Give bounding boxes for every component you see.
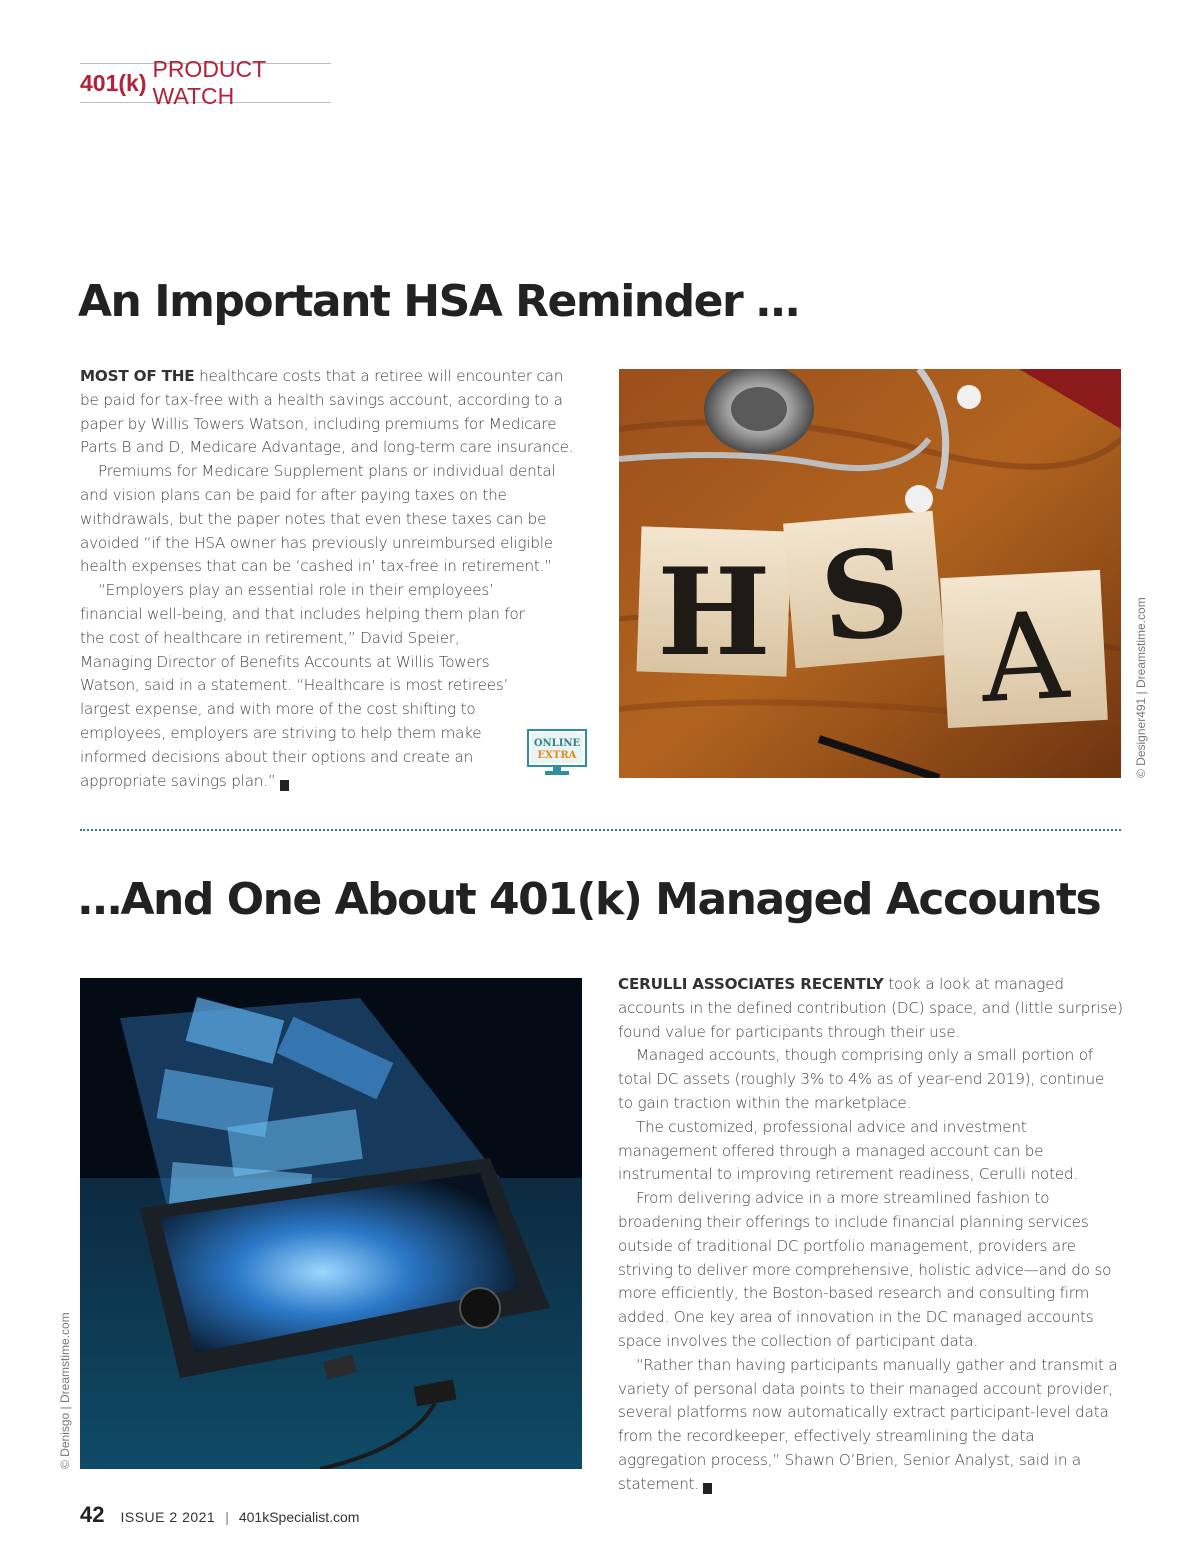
online-extra-icon[interactable] xyxy=(527,729,587,777)
issue-label: ISSUE 2 2021 xyxy=(120,1509,216,1525)
article-2-paragraph-2: Managed accounts, though comprising only a small portion of total DC assets (roughly 3% to 4% as of year-end 2019), continue to gain traction within the marketplace. xyxy=(618,1046,1105,1112)
end-mark-icon: K xyxy=(280,780,289,791)
photo-credit-phone: © Denisgo | Dreamstime.com xyxy=(58,1312,72,1469)
photo-credit-hsa: © Designer491 | Dreamstime.com xyxy=(1134,597,1148,778)
section-header-bold: 401(k) xyxy=(80,69,147,96)
online-extra-line1: ONLINE xyxy=(533,738,581,749)
article-2-paragraph-1: CERULLI ASSOCIATES RECENTLY took a look at managed accounts in the defined contribution (DC) space, and (little surprise) found value for participants through their use. xyxy=(618,975,1123,1041)
article-2-paragraph-3: The customized, professional advice and investment management offered through a managed account can be instrumental to improving retirement readiness, Cerulli noted. xyxy=(618,1117,1079,1184)
photo-letter-a: A xyxy=(977,586,1072,731)
article-2-body xyxy=(618,973,1123,1497)
article-1-lead: MOST OF THE xyxy=(80,367,195,385)
article-1-paragraph-3: “Employers play an essential role in their employees’ financial well-being, and that includes helping them plan for the cost of healthcare in retirement,” David Speier, Managing Director of Benefits Accounts at Willis Towers Watson, said in a statement. “Healthcare is most retirees’ largest expense, and with more of the cost shifting to employees, employers are striving to help them make informed decisions about their options and create an appropriate savings plan.” K xyxy=(80,581,525,790)
site-link[interactable]: 401kSpecialist.com xyxy=(238,1509,360,1525)
photo-letter-h: H xyxy=(657,542,771,683)
page-number: 42 xyxy=(80,1502,105,1527)
article-2-lead: CERULLI ASSOCIATES RECENTLY xyxy=(618,975,884,993)
section-header xyxy=(80,56,331,109)
section-header-title: PRODUCT WATCH xyxy=(152,56,266,109)
hsa-blocks-photo xyxy=(619,369,1121,778)
article-1-paragraph-2: Premiums for Medicare Supplement plans or individual dental and vision plans can be paid for after paying taxes on the withdrawals, but the paper notes that even these taxes can be avoided “if the HSA owner has previously unreimbursed eligible health expenses that can be ‘cashed in’ tax-free in retirement.” xyxy=(80,462,556,576)
end-mark-icon: K xyxy=(703,1483,712,1494)
article-2-paragraph-4: From delivering advice in a more streamlined fashion to broadening their offerings to include financial planning services outside of traditional DC portfolio management, providers are striving to deliver more comprehensive, holistic advice—and do so more efficiently, the Boston-based research and consulting firm added. One key area of innovation in the DC managed accounts space involves the collection of participant data. xyxy=(618,1189,1112,1350)
page-footer xyxy=(80,1502,359,1532)
online-extra-line2: EXTRA xyxy=(537,750,577,761)
section-divider xyxy=(80,829,1121,831)
footer-separator: | xyxy=(225,1509,229,1525)
article-1-body xyxy=(80,365,585,793)
article-1-paragraph-1: MOST OF THE healthcare costs that a retiree will encounter can be paid for tax-free with a health savings account, according to a paper by Willis Towers Watson, including premiums for Medicare Parts B and D, Medicare Advantage, and long-term care insurance. xyxy=(80,367,574,457)
article-1-headline: An Important HSA Reminder … xyxy=(78,276,799,327)
article-2-paragraph-5: “Rather than having participants manually gather and transmit a variety of personal data points to their managed account provider, several platforms now automatically extract participant-level data from the recordkeeper, effectively streamlining the data aggregation process,” Shawn O’Brien, Senior Analyst, said in a statement. K xyxy=(618,1355,1118,1493)
article-2-headline: …And One About 401(k) Managed Accounts xyxy=(78,874,1101,925)
smartphone-money-photo xyxy=(80,978,582,1469)
photo-letter-s: S xyxy=(815,521,914,670)
